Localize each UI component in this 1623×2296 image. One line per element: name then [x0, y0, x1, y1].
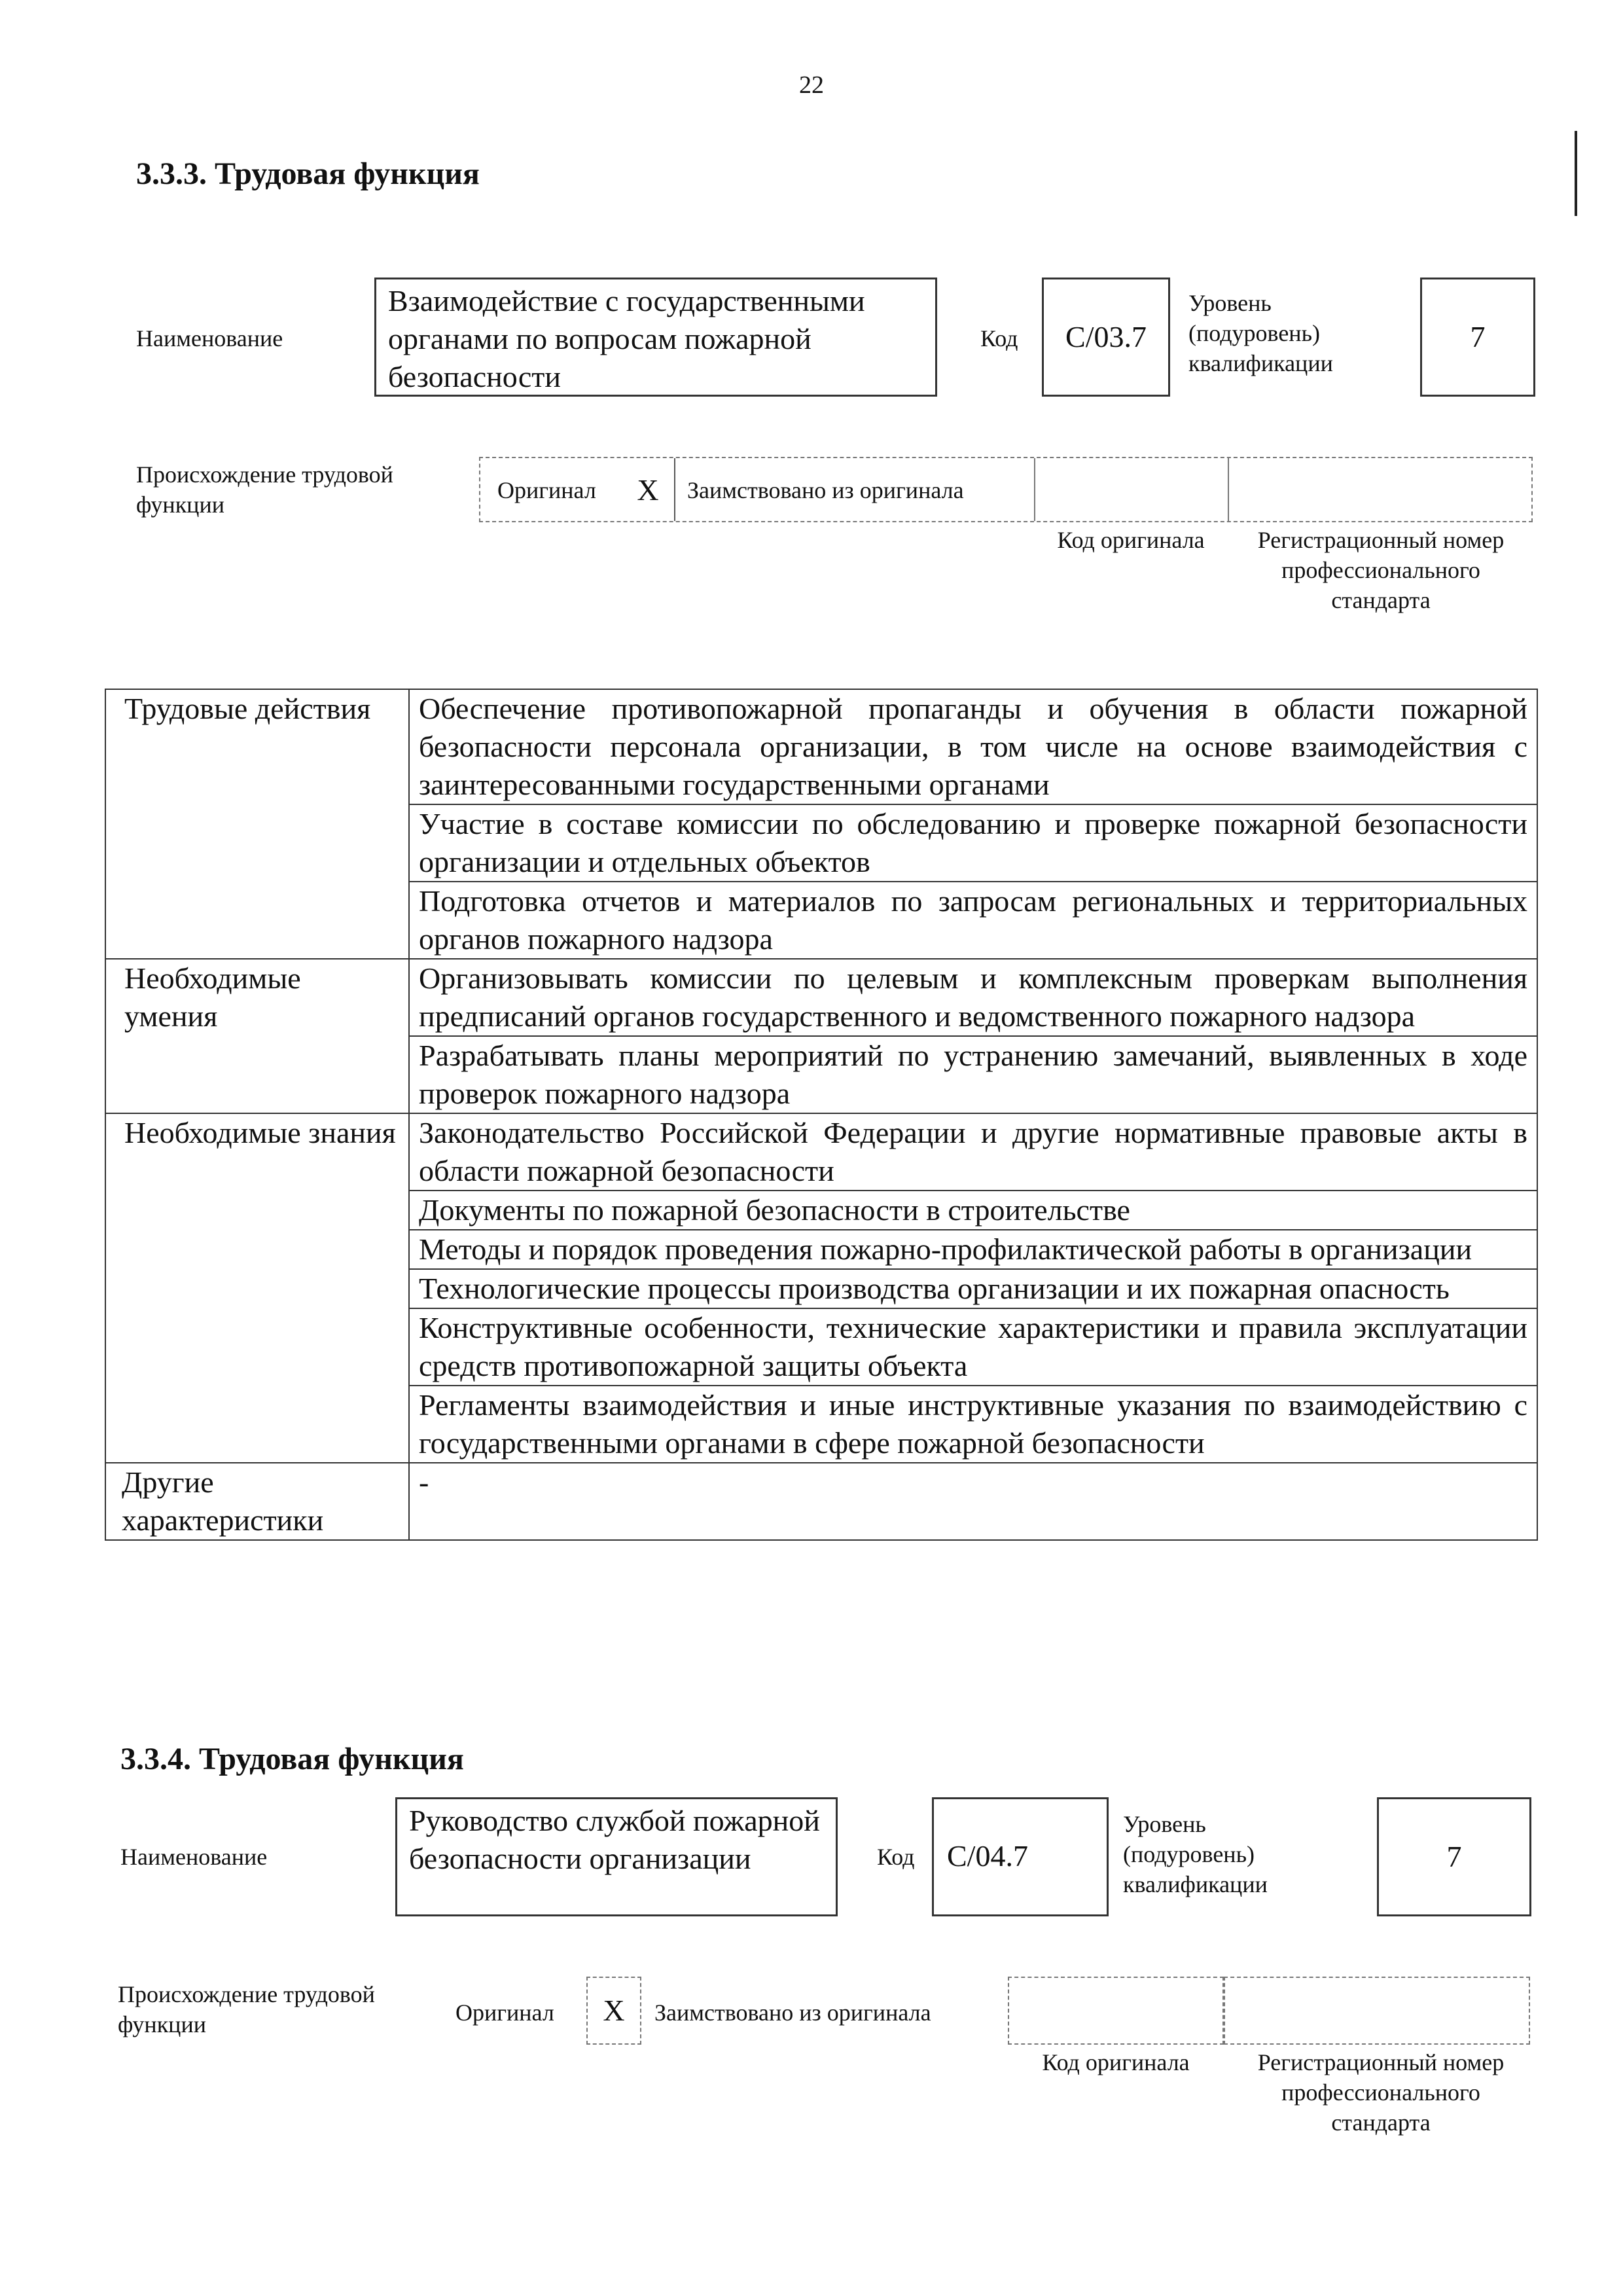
level-value-box-334 [1377, 1797, 1531, 1916]
original-mark-334: X [603, 1994, 625, 2027]
table-row [105, 959, 1537, 1036]
category-labor-actions: Трудовые действия [105, 689, 409, 959]
reg-number-cell-334 [1224, 1977, 1530, 2045]
origin-label-334: Происхождение трудовой функции [118, 1981, 375, 2037]
table-cell: Документы по пожарной безопасности в строительстве [409, 1191, 1537, 1230]
reg-number-label-334: Регистрационный номер профессионального стандарта [1257, 2049, 1505, 2136]
code-value-333: C/03.7 [1065, 320, 1147, 353]
table-cell: Методы и порядок проведения пожарно-профилактической работы в организации [409, 1230, 1537, 1269]
page-number: 22 [799, 71, 824, 99]
name-label-333: Наименование [136, 325, 283, 351]
level-label-334: Уровень (подуровень) квалификации [1123, 1811, 1268, 1897]
original-label-334: Оригинал [455, 2000, 554, 2026]
code-value-box-334 [932, 1797, 1109, 1916]
code-label-333: Код [980, 325, 1018, 351]
origin-code-cell-left-333 [1034, 458, 1035, 521]
borrowed-label-333: Заимствовано из оригинала [687, 477, 964, 503]
code-value-334: C/04.7 [947, 1839, 1028, 1873]
original-code-label-333: Код оригинала [1057, 527, 1205, 553]
table-cell: Участие в составе комиссии по обследованию и проверке пожарной безопасности организации и отдельных объектов [409, 804, 1537, 882]
table-cell: Подготовка отчетов и материалов по запросам региональных и территориальных органов пожарного надзора [409, 882, 1537, 959]
level-value-333: 7 [1470, 320, 1486, 353]
name-value-334: Руководство службой пожарной безопасности организации [409, 1804, 820, 1875]
table-cell: Регламенты взаимодействия и иные инструктивные указания по взаимодействию с государственными органами в сфере пожарной безопасности [409, 1386, 1537, 1463]
table-cell: Технологические процессы производства организации и их пожарная опасность [409, 1269, 1537, 1308]
level-label-333: Уровень (подуровень) квалификации [1188, 290, 1333, 376]
table-row [105, 689, 1537, 804]
code-value-box-333 [1042, 278, 1170, 397]
level-value-box-333 [1420, 278, 1535, 397]
table-row [105, 1463, 1537, 1540]
table-cell: Разрабатывать планы мероприятий по устранению замечаний, выявленных в ходе проверок пожарного надзора [409, 1036, 1537, 1113]
table-cell: - [409, 1463, 1537, 1540]
name-value-box-333 [374, 278, 937, 397]
origin-reg-cell-left-333 [1228, 458, 1229, 521]
table-cell: Обеспечение противопожарной пропаганды и обучения в области пожарной безопасности персонала организации, в том числе на основе взаимодействия с заинтересованными государственными органами [409, 689, 1537, 804]
origin-label-333: Происхождение трудовой функции [136, 461, 393, 518]
original-code-cell-334 [1008, 1977, 1224, 2045]
category-required-skills: Необходимые умения [105, 959, 409, 1113]
borrowed-label-334: Заимствовано из оригинала [654, 2000, 931, 2026]
section-title-333: 3.3.3. Трудовая функция [136, 156, 480, 191]
labor-function-table [105, 689, 1538, 1541]
code-label-334: Код [877, 1844, 915, 1870]
original-code-label-334: Код оригинала [1042, 2049, 1190, 2075]
original-mark-333: X [637, 473, 659, 507]
section-title-334: 3.3.4. Трудовая функция [120, 1742, 464, 1776]
reg-number-label-333: Регистрационный номер профессионального стандарта [1257, 527, 1505, 613]
category-other-characteristics: Другие характеристики [105, 1463, 409, 1540]
category-required-knowledge: Необходимые знания [105, 1113, 409, 1463]
name-value-333: Взаимодействие с государственными органами по вопросам пожарной безопасности [388, 284, 865, 393]
origin-separator-333 [674, 458, 675, 521]
table-row [105, 1113, 1537, 1191]
margin-divider [1575, 131, 1577, 216]
original-mark-box-334 [586, 1977, 641, 2045]
table-cell: Конструктивные особенности, технические характеристики и правила эксплуатации средств противопожарной защиты объекта [409, 1308, 1537, 1386]
table-cell: Организовывать комиссии по целевым и комплексным проверкам выполнения предписаний органов государственного и ведомственного пожарного надзора [409, 959, 1537, 1036]
name-value-box-334 [395, 1797, 838, 1916]
name-label-334: Наименование [120, 1844, 268, 1870]
table-cell: Законодательство Российской Федерации и другие нормативные правовые акты в области пожарной безопасности [409, 1113, 1537, 1191]
level-value-334: 7 [1446, 1840, 1462, 1873]
original-label-333: Оригинал [497, 477, 596, 503]
